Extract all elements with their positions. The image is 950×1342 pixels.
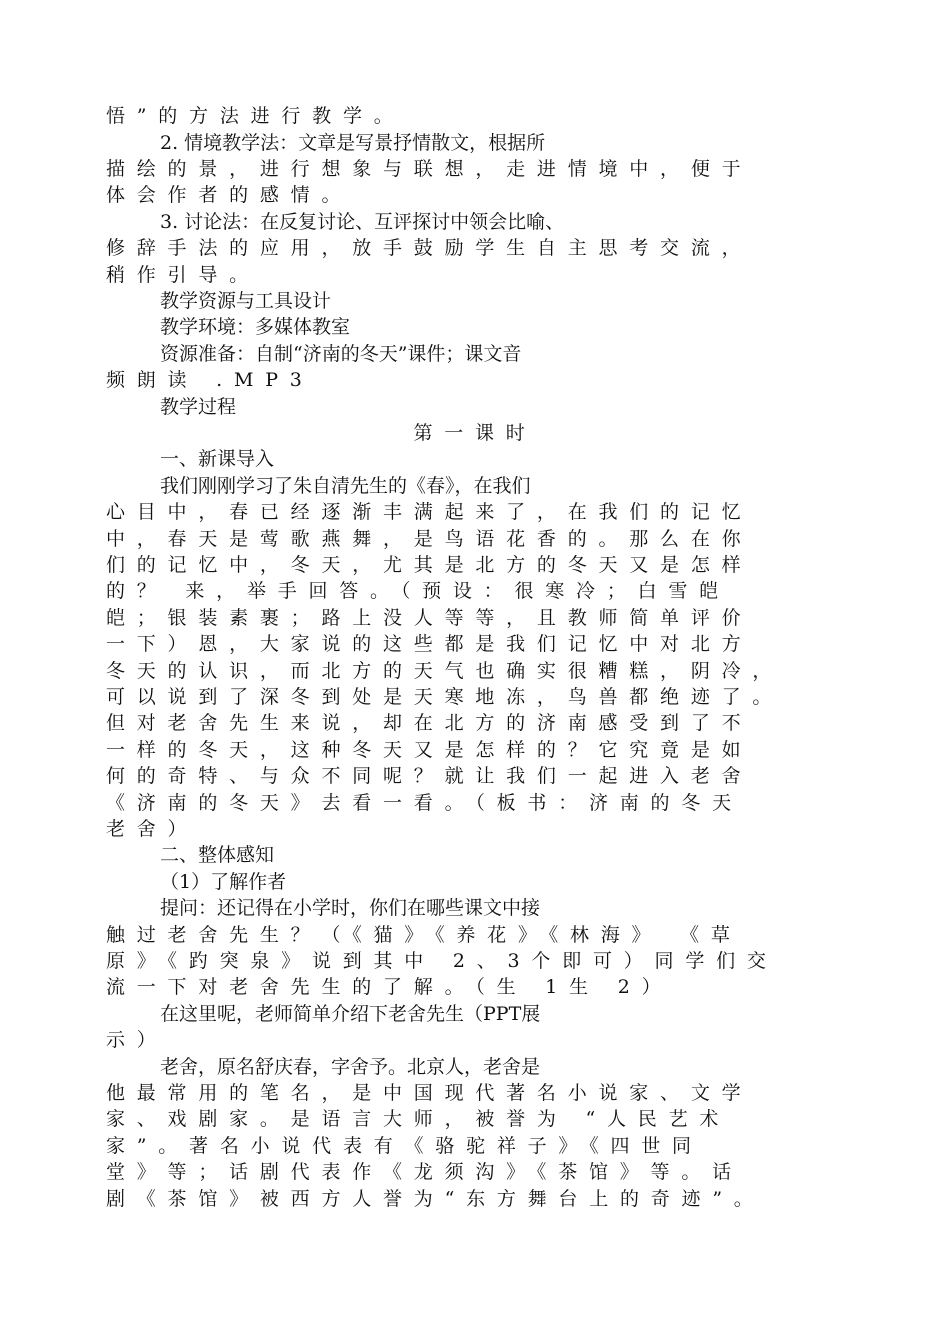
text-line: 3. 讨论法：在反复讨论、互评探讨中领会比喻、 xyxy=(160,211,565,233)
text-line: 们的记忆中，冬天，尤其是北方的冬天又是怎样 xyxy=(106,554,753,576)
text-line: 皑；银装素裹；路上没人等等，且教师简单评价 xyxy=(106,607,753,629)
text-line: 提问：还记得在小学时，你们在哪些课文中接 xyxy=(160,897,541,919)
text-line: 一下）恩，大家说的这些都是我们记忆中对北方 xyxy=(106,633,753,655)
text-line: 悟”的方法进行教学。 xyxy=(106,105,405,127)
text-line: 中，春天是莺歌燕舞，是鸟语花香的。那么在你 xyxy=(106,528,753,550)
text-line: 稍作引导。 xyxy=(106,264,260,286)
text-line: 可以说到了深冬到处是天寒地冻，鸟兽都绝迹了。 xyxy=(106,686,784,708)
text-line: 老舍，原名舒庆春，字舍予。北京人，老舍是 xyxy=(160,1056,541,1078)
text-line: 资源准备：自制“济南的冬天”课件；课文音 xyxy=(160,343,522,365)
text-line: 流一下对老舍先生的了解。（生 1生 2） xyxy=(106,976,673,998)
text-line: 在这里呢，老师简单介绍下老舍先生（PPT展 xyxy=(160,1003,541,1025)
text-line: 家、戏剧家。是语言大师，被誉为 “人民艺术 xyxy=(106,1108,731,1130)
text-line: 他最常用的笔名，是中国现代著名小说家、文学 xyxy=(106,1082,753,1104)
text-line: 家”。著名小说代表有《骆驼祥子》《四世同 xyxy=(106,1135,703,1157)
section-heading: 二、整体感知 xyxy=(160,844,275,866)
text-line: 修辞手法的应用，放手鼓励学生自主思考交流， xyxy=(106,237,753,259)
text-line: 的？ 来，举手回答。（预设：很寒冷；白雪皑 xyxy=(106,580,730,602)
text-line: 触过老舍先生？（《猫》《养花》《林海》 《草 xyxy=(106,924,742,946)
section-heading: 教学资源与工具设计 xyxy=(160,290,332,312)
text-line: 何的奇特、与众不同呢？就让我们一起进入老舍 xyxy=(106,765,753,787)
subsection-heading: （1）了解作者 xyxy=(160,871,287,893)
section-heading: 一、新课导入 xyxy=(160,448,275,470)
text-line: 老舍） xyxy=(106,818,199,840)
text-line: 《济南的冬天》去看一看。（板书：济南的冬天 xyxy=(106,792,743,814)
text-line: 示） xyxy=(106,1029,168,1051)
text-line: 我们刚刚学习了朱自清先生的《春》，在我们 xyxy=(160,475,531,497)
text-line: 剧《茶馆》被西方人誉为“东方舞台上的奇迹”。 xyxy=(106,1188,765,1210)
text-line: 堂》等；话剧代表作《龙须沟》《茶馆》等。话 xyxy=(106,1161,743,1183)
text-line: 教学环境：多媒体教室 xyxy=(160,316,351,338)
text-line: 原》《趵突泉》说到其中 2、3个即可）同学们交 xyxy=(106,950,778,972)
text-line: 体会作者的感情。 xyxy=(106,184,353,206)
section-heading: 教学过程 xyxy=(160,396,237,418)
text-line: 频朗读 .MP3 xyxy=(106,369,314,391)
text-line: 2. 情境教学法：文章是写景抒情散文，根据所 xyxy=(160,132,546,154)
text-line: 描绘的景，进行想象与联想，走进情境中，便于 xyxy=(106,158,753,180)
text-line: 一样的冬天，这种冬天又是怎样的？它究竟是如 xyxy=(106,739,753,761)
text-line: 冬天的认识，而北方的天气也确实很糟糕，阴冷， xyxy=(106,660,784,682)
lesson-title: 第一课时 xyxy=(413,422,537,444)
text-line: 但对老舍先生来说，却在北方的济南感受到了不 xyxy=(106,712,753,734)
text-line: 心目中，春已经逐渐丰满起来了，在我们的记忆 xyxy=(106,501,753,523)
